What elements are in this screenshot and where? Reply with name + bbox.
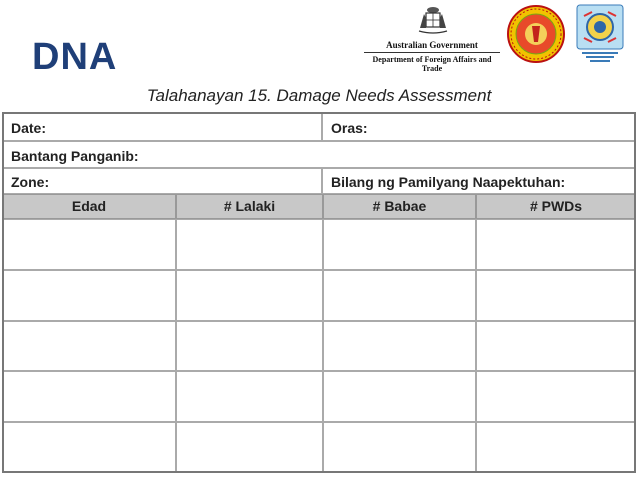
slide-title: DNA [32, 36, 118, 78]
table-cell-pwds[interactable] [476, 321, 636, 372]
table-cell-pwds[interactable] [476, 422, 636, 473]
table-cell-babae[interactable] [323, 321, 476, 372]
table-cell-edad[interactable] [2, 371, 176, 422]
table-cell-edad[interactable] [2, 321, 176, 372]
table-cell-pwds[interactable] [476, 371, 636, 422]
oras-field[interactable] [322, 112, 636, 141]
column-header-edad: Edad [2, 194, 176, 219]
department-seal-icon [506, 4, 566, 64]
gov-logo-divider [364, 52, 500, 53]
table-cell-lalaki[interactable] [176, 219, 323, 270]
date-field[interactable] [2, 112, 322, 141]
date-label: Date: [11, 120, 47, 136]
table-cell-edad[interactable] [2, 219, 176, 270]
zone-label: Zone: [11, 174, 50, 190]
column-header-babae: # Babae [323, 194, 476, 219]
table-cell-babae[interactable] [323, 219, 476, 270]
gov-logo-line2: Department of Foreign Affairs and Trade [372, 55, 492, 73]
zone-field[interactable] [2, 168, 322, 194]
table-cell-pwds[interactable] [476, 219, 636, 270]
table-cell-lalaki[interactable] [176, 321, 323, 372]
table-cell-lalaki[interactable] [176, 270, 323, 321]
table-cell-babae[interactable] [323, 371, 476, 422]
column-header-lalaki: # Lalaki [176, 194, 323, 219]
bilang-field[interactable] [322, 168, 636, 194]
bantang-panganib-field[interactable] [2, 141, 636, 168]
table-cell-edad[interactable] [2, 422, 176, 473]
table-cell-lalaki[interactable] [176, 371, 323, 422]
network-seal-icon [576, 4, 624, 64]
table-cell-babae[interactable] [323, 270, 476, 321]
table-cell-edad[interactable] [2, 270, 176, 321]
table-cell-lalaki[interactable] [176, 422, 323, 473]
oras-label: Oras: [331, 120, 368, 136]
form-title: Talahanayan 15. Damage Needs Assessment [146, 86, 492, 105]
column-header-pwds: # PWDs [476, 194, 636, 219]
coat-of-arms-icon [416, 4, 450, 36]
bantang-panganib-label: Bantang Panganib: [11, 148, 139, 164]
table-cell-babae[interactable] [323, 422, 476, 473]
damage-needs-assessment-form [2, 112, 636, 473]
gov-logo-line1: Australian Government [386, 40, 478, 50]
table-cell-pwds[interactable] [476, 270, 636, 321]
bilang-label: Bilang ng Pamilyang Naapektuhan: [331, 174, 566, 190]
